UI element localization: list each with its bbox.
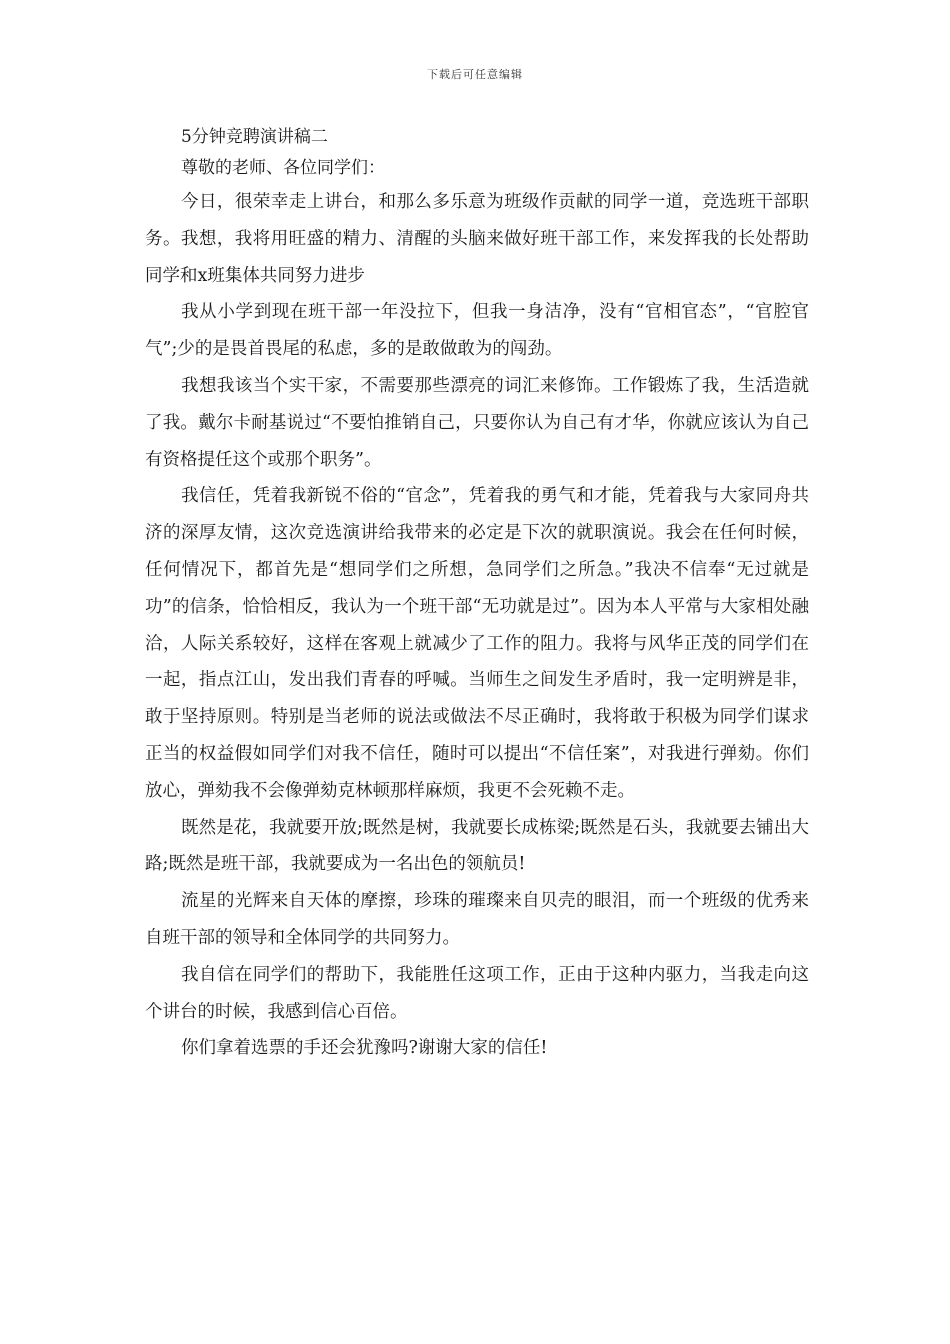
paragraph: 我想我该当个实干家，不需要那些漂亮的词汇来修饰。工作锻炼了我，生活造就了我。戴尔卡耐基说过“不要怕推销自己，只要你认为自己有才华，你就应该认为自己有资格提任这个或那个职务”。 [145,375,809,470]
greeting: 尊敬的老师、各位同学们： [181,158,385,178]
paragraph: 今日，很荣幸走上讲台，和那么多乐意为班级作贡献的同学一道，竞选班干部职务。我想，我将用旺盛的精力、清醒的头脑来做好班干部工作，来发挥我的长处帮助同学和x班集体共同努力进步 [145,192,809,286]
paragraph: 既然是花，我就要开放;既然是树，我就要长成栋梁;既然是石头，我就要去铺出大路;既然是班干部，我就要成为一名出色的领航员! [145,817,809,875]
paragraph: 你们拿着选票的手还会犹豫吗?谢谢大家的信任! [181,1038,548,1059]
document-title: 5分钟竞聘演讲稿二 [181,127,328,147]
paragraph: 流星的光辉来自天体的摩擦，珍珠的璀璨来自贝壳的眼泪，而一个班级的优秀来自班干部的领导和全体同学的共同努力。 [145,891,809,948]
document-body [145,122,809,1067]
paragraph: 我从小学到现在班干部一年没拉下，但我一身洁净，没有“官相官态”，“官腔官气”;少的是畏首畏尾的私虑，多的是敢做敢为的闯劲。 [145,302,809,360]
header-note: 下载后可任意编辑 [427,68,523,81]
paragraph: 我自信在同学们的帮助下，我能胜任这项工作，正由于这种内驱力，当我走向这个讲台的时候，我感到信心百倍。 [145,964,809,1022]
paragraph: 我信任，凭着我新锐不俗的“官念”，凭着我的勇气和才能，凭着我与大家同舟共济的深厚友情，这次竞选演讲给我带来的必定是下次的就职演说。我会在任何时候，任何情况下，都首先是“想同学们之所想，急同学们之所急。”我决不信奉“无过就是功”的信条，恰恰相反，我认为一个班干部“无功就是过”。因为本人平常与大家相处融洽，人际关系较好，这样在客观上就减少了工作的阻力。我将与风华正茂的同学们在一起，指点江山，发出我们青春的呼喊。当师生之间发生矛盾时，我一定明辨是非，敢于坚持原则。特别是当老师的说法或做法不尽正确时，我将敢于积极为同学们谋求正当的权益假如同学们对我不信任，随时可以提出“不信任案”，对我进行弹劾。你们放心，弹劾我不会像弹劾克林顿那样麻烦，我更不会死赖不走。 [145,486,809,801]
